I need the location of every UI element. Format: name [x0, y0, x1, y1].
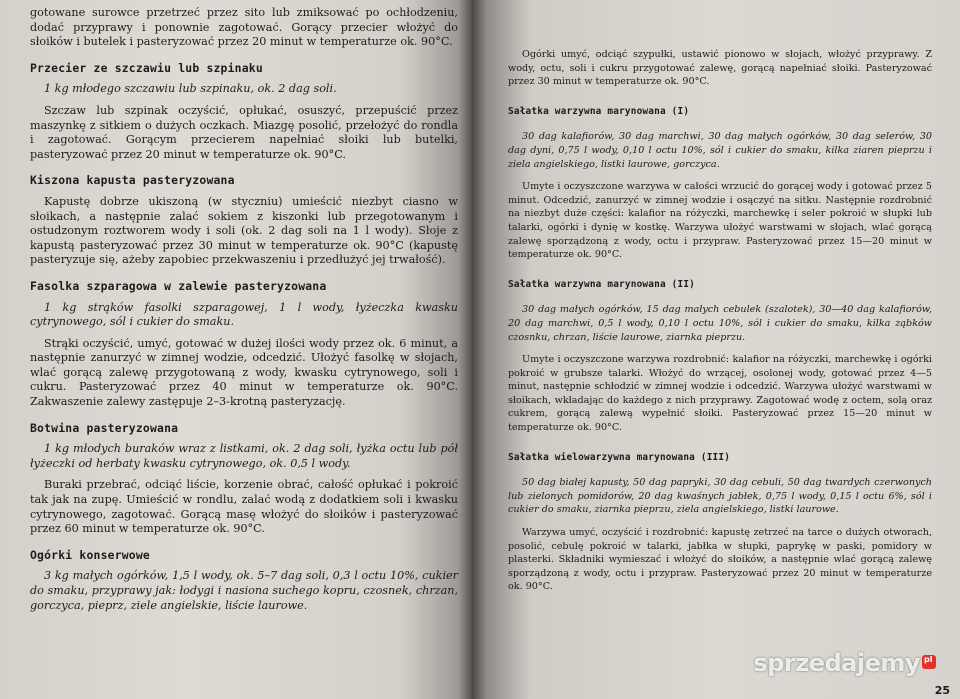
recipe-ingredients-salatka-3: 50 dag białej kapusty, 50 dag papryki, 30 dag cebuli, 50 dag twardych czerwonych lub zielonych pomidorów, 20 dag kwaśnych jabłek, 0,75 l wody, 0,15 l octu 6%, sól i cukier do smaku, ziarnka pieprzu, ziela angielskiego, listki laurowe.	[508, 477, 932, 516]
watermark-badge-label: pl	[924, 655, 933, 664]
watermark-badge	[922, 655, 936, 669]
right-page	[472, 0, 960, 699]
recipe-title-salatka-1: Sałatka warzywna marynowana (I)	[508, 105, 690, 117]
recipe-title-ogorki: Ogórki konserwowe	[30, 547, 150, 562]
page-number: 25	[934, 684, 950, 697]
recipe-method-kapusta: Kapustę dobrze ukiszoną (w styczniu) umieścić niezbyt ciasno w słoikach, a następnie zalać sokiem z kiszonki lub przegotowanym i ostudzonym roztworem wody i soli (ok. 2 dag soli na 1 l wody). Słoje z kapustą pasteryzować przez 30 minut w temperaturze ok. 90°C (kapustę pasteryzuje się, ażeby zapobiec przekwaszeniu i przedłużyć jej trwałość).	[30, 194, 458, 267]
recipe-ingredients-botwina: 1 kg młodych buraków wraz z listkami, ok. 2 dag soli, łyżka octu lub pół łyżeczki od herbaty kwasku cytrynowego, ok. 0,5 l wody.	[30, 442, 458, 470]
recipe-ingredients-przecier: 1 kg młodego szczawiu lub szpinaku, ok. 2 dag soli.	[44, 82, 337, 96]
left-page	[0, 0, 472, 699]
recipe-title-przecier: Przecier ze szczawiu lub szpinaku	[30, 60, 263, 75]
recipe-title-salatka-3: Sałatka wielowarzywna marynowana (III)	[508, 451, 731, 463]
recipe-title-salatka-2: Sałatka warzywna marynowana (II)	[508, 278, 696, 290]
recipe-method-salatka-2: Umyte i oczyszczone warzywa rozdrobnić: kalafior na różyczki, marchewkę i ogórki pokroić w grubsze talarki. Włożyć do wrzącej, osolonej wody, gotować przez 4—5 minut, następnie schłodzić w zimnej wodzie i odcedzić. Warzywa ułożyć warstwami w słoikach, wkładając do każdego z nich przyprawy. Zagotować wodę z octem, solą oraz cukrem, gorącą zalewą wypełnić słoiki. Pasteryzować przez 15—20 minut w temperaturze ok. 90°C.	[508, 354, 932, 434]
recipe-ingredients-fasolka: 1 kg strąków fasolki szparagowej, 1 l wody, łyżeczka kwasku cytrynowego, sól i cukier do smaku.	[30, 300, 458, 329]
recipe-ingredients-salatka-1: 30 dag kalafiorów, 30 dag marchwi, 30 dag małych ogórków, 30 dag selerów, 30 dag dyni, 0,75 l wody, 0,10 l octu 10%, sól i cukier do smaku, kilka ziaren pieprzu i ziela angielskiego, listki laurowe, gorczyca.	[508, 131, 932, 170]
recipe-title-fasolka: Fasolka szparagowa w zalewie pasteryzowana	[30, 278, 327, 293]
left-paragraph-continuation: gotowane surowce przetrzeć przez sito lub zmiksować po ochłodzeniu, dodać przyprawy i ponownie zagotować. Gorący przecier włożyć do słoików i butelek i pasteryzować przez 20 minut w temperaturze ok. 90°C.	[30, 6, 458, 49]
right-paragraph-continuation: Ogórki umyć, odciąć szypułki, ustawić pionowo w słojach, włożyć przyprawy. Z wody, octu, soli i cukru przygotować zalewę, gorącą napełniać słoiki. Pasteryzować przez 30 minut w temperaturze ok. 90°C.	[508, 49, 932, 88]
recipe-method-fasolka: Strąki oczyścić, umyć, gotować w dużej ilości wody przez ok. 6 minut, a następnie zanurzyć w zimnej wodzie, odcedzić. Ułożyć fasolkę w słojach, wlać gorącą zalewę przygotowaną z wody, kwasku cytrynowego, soli i cukru. Pasteryzować przez 40 minut w temperaturze ok. 90°C. Zakwaszenie zalewy zastępuje 2–3-krotną pasteryzację.	[30, 336, 458, 409]
recipe-ingredients-ogorki: 3 kg małych ogórków, 1,5 l wody, ok. 5–7 dag soli, 0,3 l octu 10%, cukier do smaku, przyprawy jak: łodygi i nasiona suchego kopru, czosnek, chrzan, gorczyca, pieprz, ziele angielskie, liście laurowe.	[30, 569, 458, 612]
recipe-method-botwina: Buraki przebrać, odciąć liście, korzenie obrać, całość opłukać i pokroić tak jak na zupę. Umieścić w rondlu, zalać wodą z dodatkiem soli i kwasku cytrynowego, zagotować. Gorącą masę włożyć do słoików i pasteryzować przez 60 minut w temperaturze ok. 90°C.	[30, 478, 458, 536]
recipe-method-salatka-1: Umyte i oczyszczone warzywa w całości wrzucić do gorącej wody i gotować przez 5 minut. Odcedzić, zanurzyć w zimnej wodzie i osączyć na sitku. Następnie rozdrobnić na niezbyt duże części: kalafior na różyczki, marchewkę i seler pokroić w słupki lub talarki, ogórki i dynię w kostkę. Warzywa ułożyć warstwami w słojach, wlać gorącą zalewę sporządzoną z wody, octu i przypraw. Pasteryzować przez 15—20 minut w temperaturze ok. 90°C.	[508, 181, 932, 261]
recipe-title-botwina: Botwina pasteryzowana	[30, 420, 179, 435]
recipe-ingredients-salatka-2: 30 dag małych ogórków, 15 dag małych cebulek (szalotek), 30—40 dag kalafiorów, 20 dag marchwi, 0,5 l wody, 0,10 l octu 10%, sól i cukier do smaku, kilka ząbków czosnku, chrzan, liście laurowe, ziarnka pieprzu.	[508, 304, 932, 343]
recipe-method-salatka-3: Warzywa umyć, oczyścić i rozdrobnić: kapustę zetrzeć na tarce o dużych otworach, posolić, cebulę pokroić w talarki, jabłka w słupki, paprykę w paski, pomidory w plasterki. Składniki wymieszać i włożyć do słoików, a następnie wlać gorącą zalewę sporządzoną z wody, octu i przypraw. Pasteryzować przez 20 minut w temperaturze ok. 90°C.	[508, 527, 932, 593]
recipe-title-kapusta: Kiszona kapusta pasteryzowana	[30, 173, 235, 188]
recipe-method-przecier: Szczaw lub szpinak oczyścić, opłukać, osuszyć, przepuścić przez maszynkę z sitkiem o dużych oczkach. Miazgę posolić, przełożyć do rondla i zagotować. Gorącym przecierem napełniać słoiki lub butelki, pasteryzować przez 20 minut w temperaturze ok. 90°C.	[30, 103, 458, 161]
watermark-logo: sprzedajemy	[753, 649, 920, 677]
